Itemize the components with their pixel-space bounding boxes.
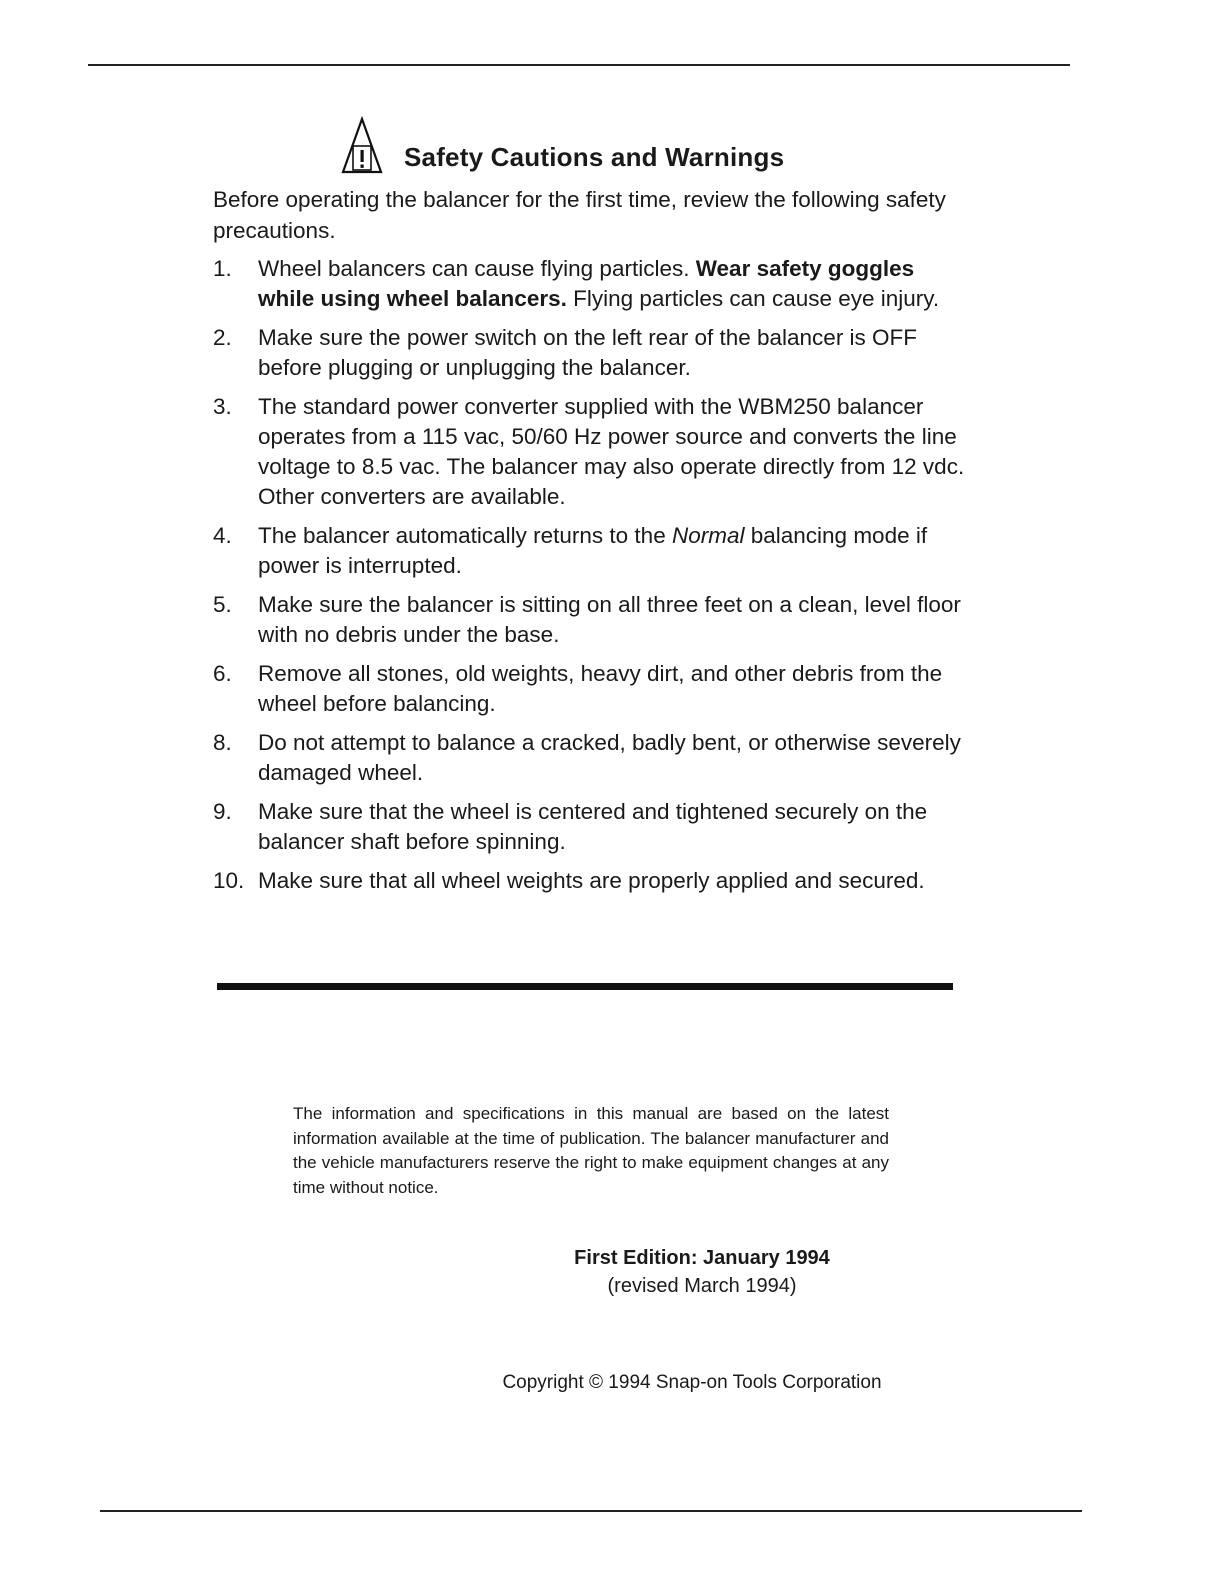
- item-text: Wheel balancers can cause flying particles.: [258, 256, 696, 281]
- item-number: 8.: [213, 730, 232, 755]
- edition-title: First Edition: January 1994: [574, 1247, 830, 1269]
- item-number: 5.: [213, 592, 232, 617]
- list-item: [213, 392, 973, 512]
- bottom-rule: [100, 1510, 1082, 1512]
- page-title: Safety Cautions and Warnings: [404, 142, 785, 172]
- item-number: 3.: [213, 394, 232, 419]
- item-number: 10.: [213, 868, 245, 893]
- item-emphasis: Wear safety goggles while using wheel balancers.: [258, 256, 915, 311]
- item-text-cont: balancing mode if power is interrupted.: [258, 523, 928, 578]
- copyright-line: Copyright © 1994 Snap-on Tools Corporation: [502, 1372, 882, 1393]
- list-item: [213, 866, 973, 896]
- item-text: Make sure that the wheel is centered and tightened securely on the balancer shaft before spinning.: [258, 799, 928, 854]
- warning-triangle-icon: [340, 116, 384, 176]
- list-item: [213, 728, 973, 788]
- section-divider-bar: [217, 983, 953, 990]
- item-text: Make sure that all wheel weights are properly applied and secured.: [258, 868, 925, 893]
- item-text-cont: Flying particles can cause eye injury.: [566, 286, 940, 311]
- list-item: [213, 254, 973, 314]
- list-item: [213, 590, 973, 650]
- item-text: The standard power converter supplied with the WBM250 balancer operates from a 115 vac, 50/60 Hz power source and converts the line voltage to 8.5 vac. The balancer may also operate directly from 12 vdc. Other converters are available.: [258, 394, 965, 509]
- item-text: The balancer automatically returns to the: [258, 523, 672, 548]
- list-item: [213, 659, 973, 719]
- disclaimer-notice: The information and specifications in this manual are based on the latest information available at the time of publication. The balancer manufacturer and the vehicle manufacturers reserve the right to make equipment changes at any time without notice.: [293, 1104, 889, 1197]
- intro-paragraph: Before operating the balancer for the first time, review the following safety precautions.: [213, 187, 946, 243]
- item-number: 2.: [213, 325, 232, 350]
- top-rule: [88, 64, 1070, 66]
- list-item: [213, 521, 973, 581]
- item-text: Do not attempt to balance a cracked, badly bent, or otherwise severely damaged wheel.: [258, 730, 961, 785]
- list-item: [213, 323, 973, 383]
- list-item: [213, 797, 973, 857]
- item-number: 1.: [213, 256, 232, 281]
- safety-list: [213, 254, 973, 905]
- item-text: Make sure the balancer is sitting on all three feet on a clean, level floor with no debris under the base.: [258, 592, 961, 647]
- item-number: 6.: [213, 661, 232, 686]
- item-number: 9.: [213, 799, 232, 824]
- item-text: Make sure the power switch on the left rear of the balancer is OFF before plugging or unplugging the balancer.: [258, 325, 918, 380]
- item-italic-term: Normal: [671, 523, 745, 548]
- section-heading: [340, 116, 784, 176]
- item-text: Remove all stones, old weights, heavy dirt, and other debris from the wheel before balancing.: [258, 661, 943, 716]
- edition-revised: (revised March 1994): [607, 1275, 797, 1297]
- edition-block: [0, 1244, 1224, 1300]
- item-number: 4.: [213, 523, 232, 548]
